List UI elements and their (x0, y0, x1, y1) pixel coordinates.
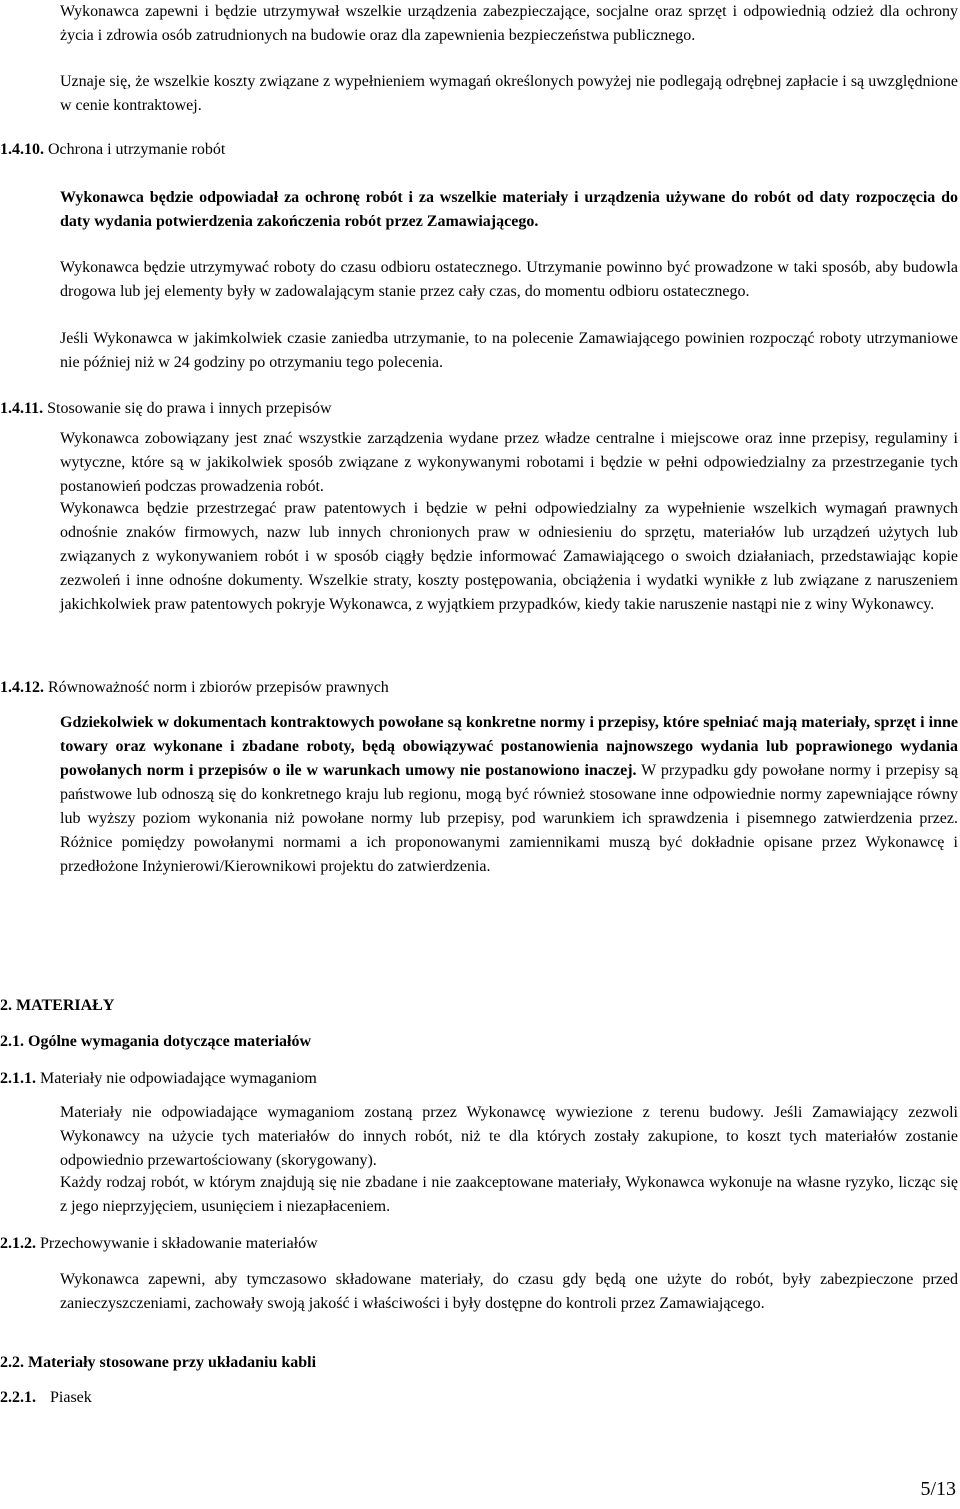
heading-title: Równoważność norm i zbiorów przepisów prawnych (48, 679, 389, 696)
page-number: 5/13 (920, 1478, 956, 1500)
heading-title: Materiały nie odpowiadające wymaganiom (40, 1070, 317, 1087)
heading-title: Ochrona i utrzymanie robót (48, 141, 226, 158)
heading-1-4-10 (0, 138, 225, 162)
heading-number: 1.4.10. (0, 141, 44, 158)
heading-2-1-1 (0, 1067, 317, 1091)
heading-title: Przechowywanie i składowanie materiałów (40, 1235, 318, 1252)
heading-2-materials: 2. MATERIAŁY (0, 997, 115, 1014)
paragraph-safety-equipment: Wykonawca zapewni i będzie utrzymywał wszelkie urządzenia zabezpieczające, socjalne oraz sprzęt i odpowiednią odzież dla ochrony życia i zdrowia osób zatrudnionych na budowie oraz dla zapewnienia bezpieczeństwa publicznego. (60, 3, 958, 44)
heading-number: 2.1.2. (0, 1235, 36, 1252)
heading-1-4-11 (0, 397, 332, 421)
paragraph-neglect: Jeśli Wykonawca w jakimkolwiek czasie zaniedba utrzymanie, to na polecenie Zamawiającego powinien rozpocząć roboty utrzymaniowe nie później niż w 24 godziny po otrzymaniu tego polecenia. (60, 330, 958, 371)
heading-2-2: 2.2. Materiały stosowane przy układaniu kabli (0, 1354, 317, 1371)
heading-2-2-1 (0, 1386, 92, 1410)
paragraph-maintenance: Wykonawca będzie utrzymywać roboty do czasu odbioru ostatecznego. Utrzymanie powinno być prowadzone w taki sposób, aby budowla drogowa lub jej elementy były w zadowalającym stanie przez cały czas, do momentu odbioru ostatecznego. (60, 259, 958, 300)
norms-regular-text: W przypadku gdy powołane normy i przepisy są państwowe lub odnoszą się do konkretnego kraju lub regionu, mogą być również stosowane inne odpowiednie normy zapewniające równy lub wyższy poziom wykonania niż powołane normy lub przepisy, pod warunkiem ich sprawdzenia i pisemnego zatwierdzenia przez. Różnice pomiędzy powołanymi normami a ich proponowanymi zamiennikami muszą być dokładnie opisane przez Wykonawcę i przedłożone Inżynierowi/Kierownikowi projektu do zatwierdzenia. (60, 762, 959, 875)
heading-title: Stosowanie się do prawa i innych przepisów (47, 400, 332, 417)
paragraph-storage: Wykonawca zapewni, aby tymczasowo składowane materiały, do czasu gdy będą one użyte do robót, były zabezpieczone przed zanieczyszczeniami, zachowały swoją jakość i właściwości i były dostępne do kontroli przez Zamawiającego. (60, 1271, 958, 1312)
paragraph-regulations: Wykonawca zobowiązany jest znać wszystkie zarządzenia wydane przez władze centralne i miejscowe oraz inne przepisy, regulaminy i wytyczne, które są w jakikolwiek sposób związane z wykonywanymi robotami i będzie w pełni odpowiedzialny za przestrzeganie tych postanowień podczas prowadzenia robót. (60, 430, 958, 495)
paragraph-protection-bold: Wykonawca będzie odpowiadał za ochronę robót i za wszelkie materiały i urządzenia używane do robót od daty rozpoczęcia do daty wydania potwierdzenia zakończenia robót przez Zamawiającego. (60, 189, 958, 230)
paragraph-costs-included: Uznaje się, że wszelkie koszty związane z wypełnieniem wymagań określonych powyżej nie podlegają odrębnej zapłacie i są uwzględnione w cenie kontraktowej. (60, 73, 958, 114)
heading-2-1: 2.1. Ogólne wymagania dotyczące materiałów (0, 1033, 312, 1050)
heading-2-1-2 (0, 1232, 318, 1256)
paragraph-nonconforming-materials: Materiały nie odpowiadające wymaganiom zostaną przez Wykonawcę wywiezione z terenu budowy. Jeśli Zamawiający zezwoli Wykonawcy na użycie tych materiałów do innych robót, niż te dla których zostały zakupione, to koszt tych materiałów zostanie odpowiednio przewartościowany (skorygowany). (60, 1104, 958, 1169)
heading-title: Piasek (50, 1389, 92, 1406)
paragraph-norms (60, 711, 958, 879)
norms-bold-text: Gdziekolwiek w dokumentach kontraktowych powołane są konkretne normy i przepisy, które spełniać mają materiały, sprzęt i inne towary oraz wykonane i zbadane roboty, będą obowiązywać postanowienia najnowszego wydania lub poprawionego wydania powołanych norm i przepisów o ile w warunkach umowy nie postanowiono inaczej. (60, 714, 958, 779)
paragraph-risk: Każdy rodzaj robót, w którym znajdują się nie zbadane i nie zaakceptowane materiały, Wykonawca wykonuje na własne ryzyko, licząc się z jego nieprzyjęciem, usunięciem i niezapłaceniem. (60, 1174, 958, 1215)
heading-number: 2.1.1. (0, 1070, 36, 1087)
heading-1-4-12 (0, 676, 389, 700)
heading-number: 2.2.1. (0, 1389, 36, 1406)
paragraph-patents: Wykonawca będzie przestrzegać praw patentowych i będzie w pełni odpowiedzialny za wypełnienie wszelkich wymagań prawnych odnośnie znaków firmowych, nazw lub innych chronionych praw w odniesieniu do sprzętu, materiałów lub urządzeń użytych lub związanych z wykonywaniem robót i w sposób ciągły będzie informować Zamawiającego o swoich działaniach, przedstawiając kopie zezwoleń i inne odnośne dokumenty. Wszelkie straty, koszty postępowania, obciążenia i wydatki wynikłe z lub związane z naruszeniem jakichkolwiek praw patentowych pokryje Wykonawca, z wyjątkiem przypadków, kiedy takie naruszenie nastąpi nie z winy Wykonawcy. (60, 500, 958, 613)
heading-number: 1.4.12. (0, 679, 44, 696)
heading-number: 1.4.11. (0, 400, 44, 417)
